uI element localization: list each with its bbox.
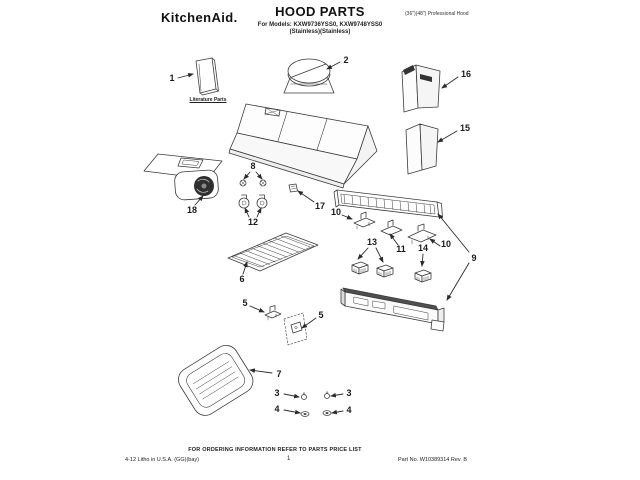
callout-11: 11: [396, 244, 406, 254]
finish-line: (Stainless)(Stainless): [289, 29, 351, 35]
brand-logo: KitchenAid.: [161, 10, 238, 25]
part-blower-assembly: [144, 154, 222, 200]
callout-13: 13: [366, 237, 378, 247]
part-literature-package: [196, 58, 219, 95]
callout-18: 18: [186, 205, 198, 215]
part-filter: [228, 233, 318, 271]
callout-8: 8: [250, 161, 256, 171]
callout-9: 9: [471, 253, 477, 263]
callout-10-right: 10: [440, 239, 452, 249]
models-line: For Models: KXW9736YSS0, KXW9748YSS0: [257, 22, 383, 28]
callout-5-left: 5: [242, 298, 248, 308]
callout-3-right: 3: [346, 388, 352, 398]
litho-line: 4-12 Litho in U.S.A. (GG)(bay): [125, 457, 199, 463]
ordering-note: FOR ORDERING INFORMATION REFER TO PARTS PRICE LIST: [188, 447, 362, 453]
part-lampholder-13b: [377, 265, 393, 277]
callout-2: 2: [343, 55, 349, 65]
part-clip-10-right: [408, 224, 436, 244]
callout-4-left: 4: [274, 404, 280, 414]
callout-1: 1: [169, 73, 175, 83]
part-hood-canopy: [229, 104, 377, 188]
part-grommets-12: [239, 195, 267, 208]
part-bracket-5-left: [265, 306, 281, 321]
part-screws-3: [302, 391, 330, 399]
literature-parts-label: Literature Parts: [189, 97, 227, 103]
part-lampholder-13a: [352, 262, 368, 274]
callout-14: 14: [417, 243, 429, 253]
part-clip-10-left: [354, 212, 375, 229]
page-number: 1: [287, 456, 291, 462]
callout-5-right: 5: [318, 310, 324, 320]
page-title: HOOD PARTS: [275, 4, 365, 19]
part-duct-cover-15: [406, 124, 438, 174]
callout-15: 15: [459, 123, 471, 133]
part-washers-4: [301, 411, 331, 417]
part-number-line: Part No. W10389314 Rev. B: [398, 457, 467, 463]
callout-17: 17: [314, 201, 326, 211]
part-deflector: [174, 341, 258, 420]
part-clip-11: [381, 220, 402, 235]
part-damper: [284, 59, 334, 93]
part-bracket-5-right: [284, 313, 307, 345]
part-vent-grille: [334, 190, 443, 218]
callout-12: 12: [247, 217, 259, 227]
part-duct-cover-16: [402, 65, 440, 112]
callout-3-left: 3: [274, 388, 280, 398]
part-screws-8: [240, 180, 266, 186]
callout-10-left: 10: [330, 207, 342, 217]
callout-6: 6: [239, 274, 245, 284]
callout-7: 7: [276, 369, 282, 379]
callout-4-right: 4: [346, 405, 352, 415]
product-note: (36")(48") Professional Hood: [405, 11, 469, 17]
part-lampholder-14: [415, 270, 431, 282]
part-nut-17: [289, 184, 298, 192]
part-control-panel: [341, 288, 444, 331]
callout-16: 16: [460, 69, 472, 79]
